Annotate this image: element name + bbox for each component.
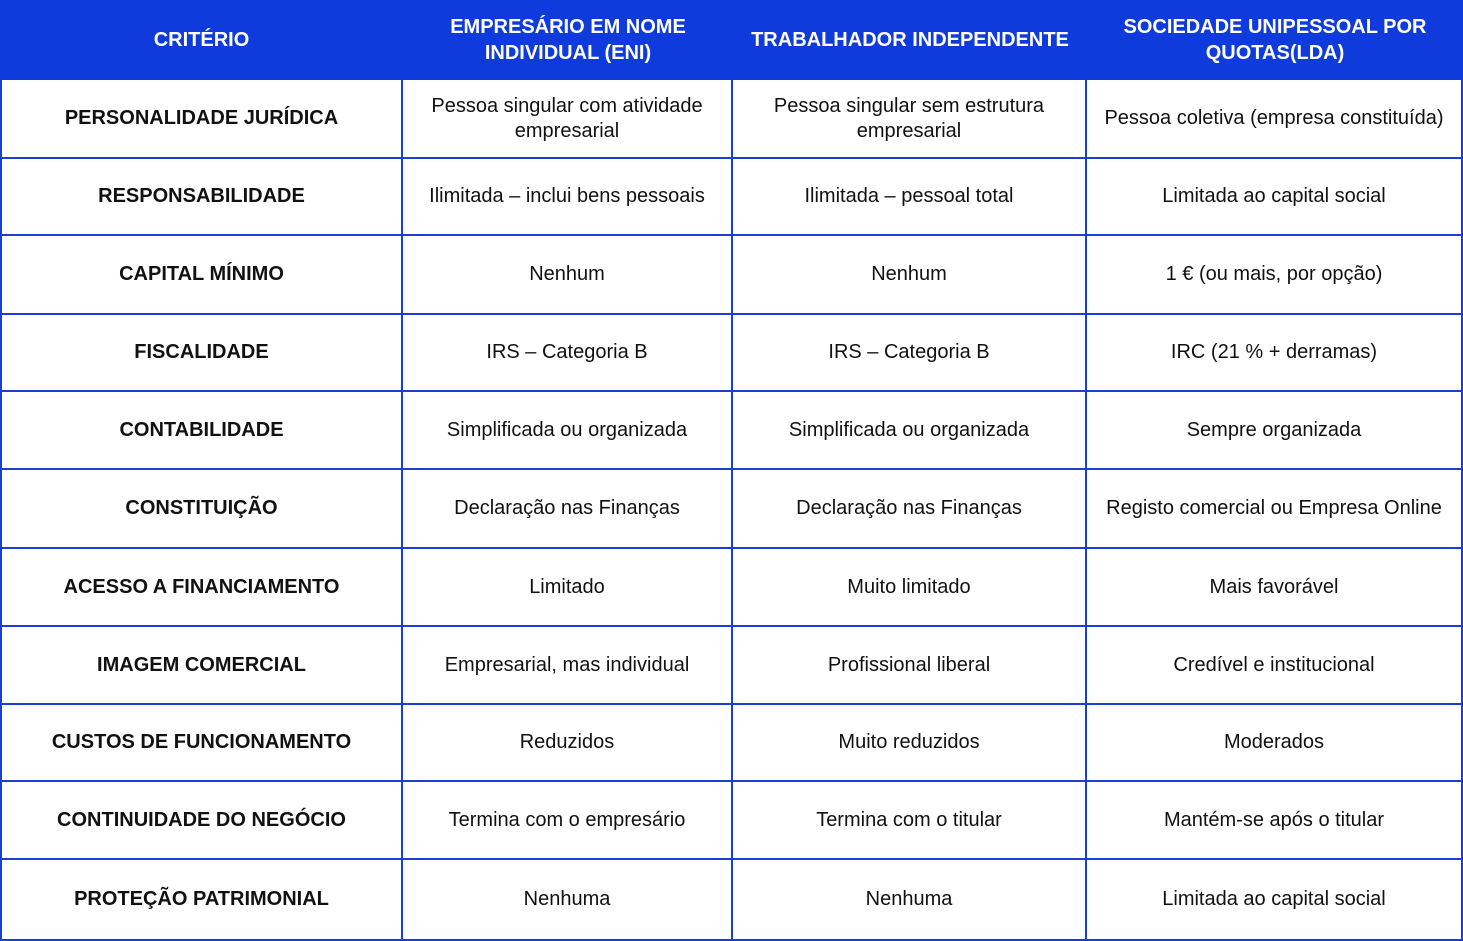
row-criterion-label: FISCALIDADE (0, 315, 403, 392)
table-cell: Empresarial, mas individual (403, 627, 733, 705)
table-cell: IRS – Categoria B (733, 315, 1087, 392)
column-header-2: TRABALHADOR INDEPENDENTE (733, 0, 1087, 80)
table-cell: Ilimitada – pessoal total (733, 159, 1087, 236)
table-cell: Pessoa singular com atividade empresarial (403, 80, 733, 159)
table-cell: Termina com o titular (733, 782, 1087, 860)
table-cell: Nenhum (733, 236, 1087, 315)
row-criterion-label: PERSONALIDADE JURÍDICA (0, 80, 403, 159)
table-cell: Nenhuma (403, 860, 733, 941)
table-cell: Limitado (403, 549, 733, 627)
table-cell: Nenhum (403, 236, 733, 315)
column-header-3: SOCIEDADE UNIPESSOAL POR QUOTAS(LDA) (1087, 0, 1463, 80)
row-criterion-label: CONTABILIDADE (0, 392, 403, 470)
row-criterion-label: RESPONSABILIDADE (0, 159, 403, 236)
table-cell: Profissional liberal (733, 627, 1087, 705)
table-cell: Reduzidos (403, 705, 733, 782)
table-cell: Mantém-se após o titular (1087, 782, 1463, 860)
table-cell: Muito limitado (733, 549, 1087, 627)
row-criterion-label: CONTINUIDADE DO NEGÓCIO (0, 782, 403, 860)
row-criterion-label: CUSTOS DE FUNCIONAMENTO (0, 705, 403, 782)
table-cell: Registo comercial ou Empresa Online (1087, 470, 1463, 549)
table-cell: Termina com o empresário (403, 782, 733, 860)
table-cell: Nenhuma (733, 860, 1087, 941)
table-cell: Limitada ao capital social (1087, 860, 1463, 941)
column-header-0: CRITÉRIO (0, 0, 403, 80)
table-cell: IRC (21 % + derramas) (1087, 315, 1463, 392)
table-cell: Sempre organizada (1087, 392, 1463, 470)
table-cell: Moderados (1087, 705, 1463, 782)
table-cell: Pessoa coletiva (empresa constituída) (1087, 80, 1463, 159)
table-cell: Ilimitada – inclui bens pessoais (403, 159, 733, 236)
table-cell: Declaração nas Finanças (733, 470, 1087, 549)
column-header-1: EMPRESÁRIO EM NOME INDIVIDUAL (ENI) (403, 0, 733, 80)
table-cell: IRS – Categoria B (403, 315, 733, 392)
table-cell: Declaração nas Finanças (403, 470, 733, 549)
table-cell: Simplificada ou organizada (403, 392, 733, 470)
table-cell: Credível e institucional (1087, 627, 1463, 705)
table-cell: Pessoa singular sem estrutura empresarial (733, 80, 1087, 159)
row-criterion-label: CAPITAL MÍNIMO (0, 236, 403, 315)
row-criterion-label: CONSTITUIÇÃO (0, 470, 403, 549)
row-criterion-label: PROTEÇÃO PATRIMONIAL (0, 860, 403, 941)
table-cell: Simplificada ou organizada (733, 392, 1087, 470)
table-cell: Muito reduzidos (733, 705, 1087, 782)
table-cell: Limitada ao capital social (1087, 159, 1463, 236)
table-cell: 1 € (ou mais, por opção) (1087, 236, 1463, 315)
row-criterion-label: ACESSO A FINANCIAMENTO (0, 549, 403, 627)
row-criterion-label: IMAGEM COMERCIAL (0, 627, 403, 705)
table-cell: Mais favorável (1087, 549, 1463, 627)
